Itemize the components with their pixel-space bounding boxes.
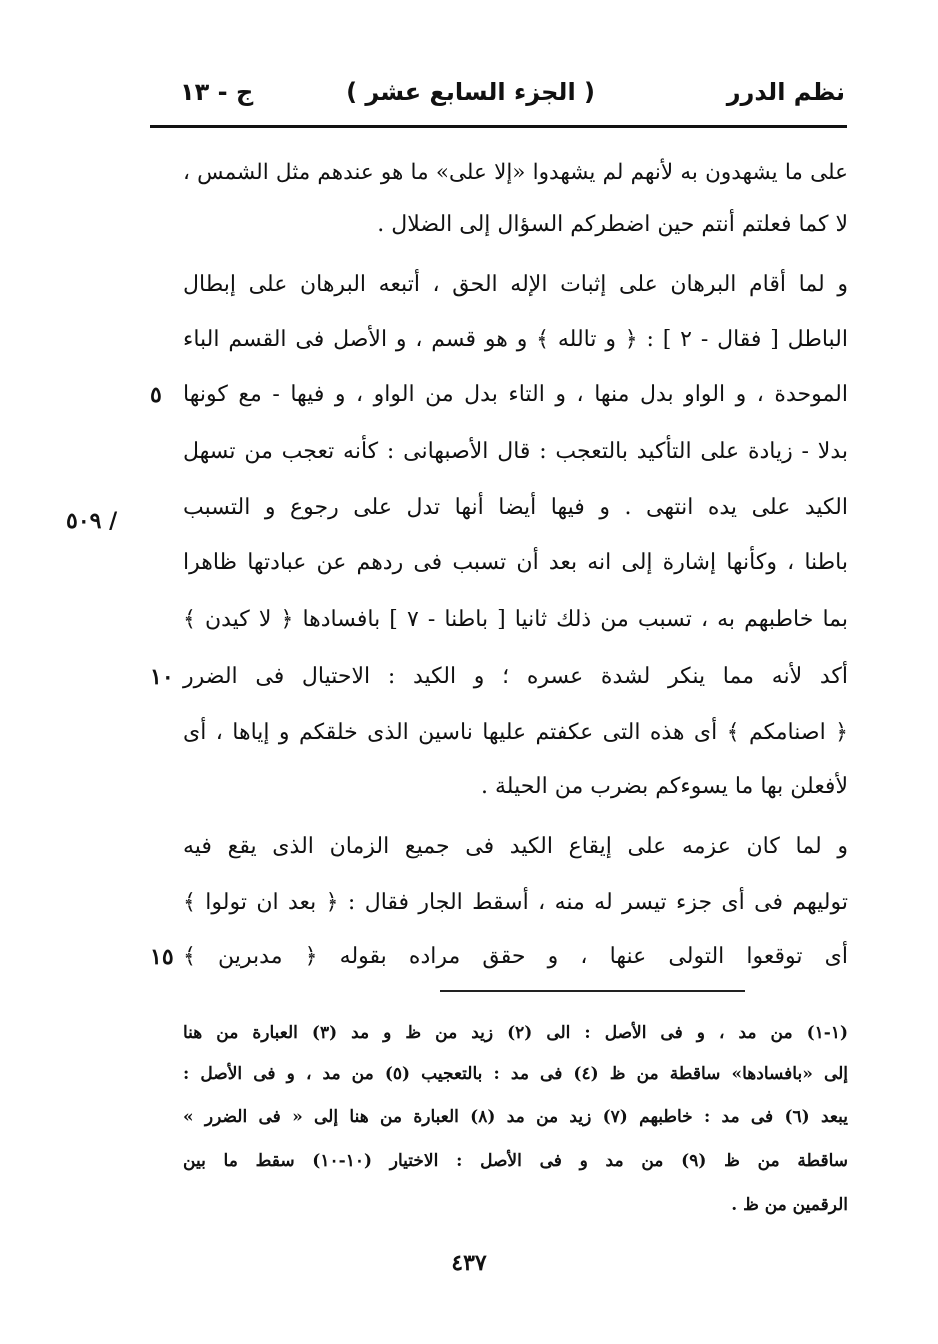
footnote-line: ساقطة من ظ (٩) من مد و فى الأصل : الاختيار (١٠-١٠) سقط ما بين [183, 1151, 848, 1171]
running-header [150, 78, 845, 118]
text-line: أكد لأنه مما ينكر لشدة عسره ؛ و الكيد : الاحتيال فى الضرر [183, 664, 848, 689]
header-rule [150, 125, 847, 128]
line-number-10: ١٠ [150, 664, 174, 690]
page-number: ٤٣٧ [451, 1250, 487, 1276]
text-line: لأفعلن بها ما يسوءكم بضرب من الحيلة . [481, 774, 848, 799]
text-line: الكيد على يده انتهى . و فيها أيضا أنها تدل على رجوع و التسبب [183, 495, 848, 520]
footnote-line: الرقمين من ظ . [731, 1195, 848, 1215]
volume-label: ج - ١٣ [180, 78, 254, 106]
footnote-line: إلى «بافسادها» ساقطة من ظ (٤) فى مد : بالتعجيب (٥) من مد ، و فى الأصل : [183, 1064, 849, 1084]
book-title: نظم الدرر [726, 78, 845, 106]
line-number-5: ٥ [150, 382, 162, 408]
footnote-line: يبعد (٦) فى مد : خاطبهم (٧) زيد من مد (٨) العبارة من هنا إلى « فى الضرر » [183, 1107, 848, 1127]
text-line: توليهم فى أى جزء تيسر له منه ، أسقط الجار فقال : ﴿ بعد ان تولوا ﴾ [183, 890, 848, 915]
footnote-rule [440, 990, 745, 992]
reference-number: ٥٠٩ / [66, 508, 118, 534]
part-label: ( الجزء السابع عشر ) [346, 78, 595, 106]
text-line: بدلا - زيادة على التأكيد بالتعجب : قال الأصبهانى : كأنه تعجب من تسهل [183, 439, 848, 464]
text-line: على ما يشهدون به لأنهم لم يشهدوا «إلا على» ما هو عندهم مثل الشمس ، [183, 160, 848, 185]
text-line: الموحدة ، و الواو بدل منها ، و التاء بدل من الواو ، و فيها - مع كونها [183, 382, 848, 407]
footnote-line: (١-١) من مد ، و فى الأصل : الى (٢) زيد من ظ و مد (٣) العبارة من هنا [183, 1023, 848, 1043]
text-line: بما خاطبهم به ، تسبب من ذلك ثانيا [ باطنا - ٧ ] بافسادها ﴿ لا كيدن ﴾ [183, 607, 848, 632]
text-line: الباطل [ فقال - ٢ ] : ﴿ و تالله ﴾ و هو قسم ، و الأصل فى القسم الباء [183, 327, 848, 352]
line-number-15: ١٥ [150, 944, 174, 970]
text-line: و لما كان عزمه على إيقاع الكيد فى جميع الزمان الذى يقع فيه [183, 834, 848, 859]
text-line: و لما أقام البرهان على إثبات الإله الحق ، أتبعه البرهان على إبطال [183, 272, 848, 297]
text-line: باطنا ، وكأنها إشارة إلى انه بعد أن تسبب فى ردهم عن عبادتها ظاهرا [183, 550, 848, 575]
text-line: ﴿ اصنامكم ﴾ أى هذه التى عكفتم عليها ناسين الذى خلقكم و إياها ، أى [183, 720, 848, 745]
text-line: لا كما فعلتم أنتم حين اضطركم السؤال إلى الضلال . [377, 212, 848, 237]
text-line: أى توقعوا التولى عنها ، و حقق مراده بقوله ﴿ مدبرين ﴾ [183, 944, 848, 969]
